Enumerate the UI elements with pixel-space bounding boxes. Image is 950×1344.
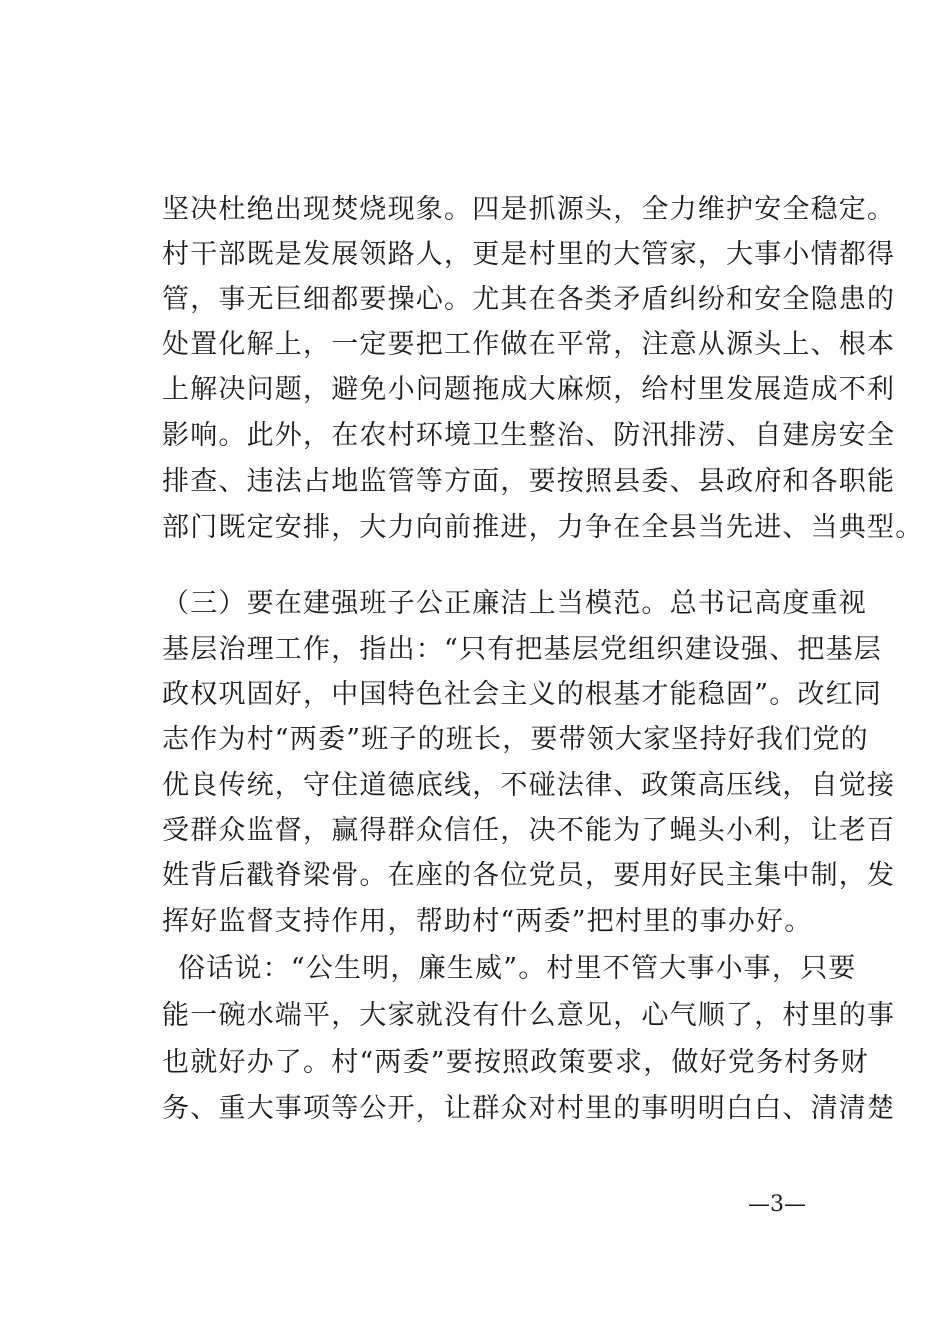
- page-number: —3—: [748, 1192, 806, 1217]
- text-line: 村干部既是发展领路人，更是村里的大管家，大事小情都得: [162, 239, 896, 270]
- text-line: 受群众监督，赢得群众信任，决不能为了蝇头小利，让老百: [162, 815, 896, 846]
- text-line: 能一碗水端平，大家就没有什么意见，心气顺了，村里的事: [162, 1000, 896, 1031]
- text-line: 姓背后戳脊梁骨。在座的各位党员，要用好民主集中制，发: [162, 860, 896, 891]
- text-line: 部门既定安排，大力向前推进，力争在全县当先进、当典型。: [162, 512, 924, 543]
- text-line: 处置化解上，一定要把工作做在平常，注意从源头上、根本: [162, 329, 896, 360]
- text-line: 管，事无巨细都要操心。尤其在各类矛盾纠纷和安全隐患的: [162, 284, 896, 315]
- text-line: 优良传统，守住道德底线，不碰法律、政策高压线，自觉接: [162, 770, 896, 801]
- text-line: 上解决问题，避免小问题拖成大麻烦，给村里发展造成不利: [162, 374, 896, 405]
- text-line: 政权巩固好，中国特色社会主义的根基才能稳固”。改红同: [162, 679, 883, 710]
- text-line: 也就好办了。村“两委”要按照政策要求，做好党务村务财: [162, 1047, 869, 1078]
- text-line: 挥好监督支持作用，帮助村“两委”把村里的事办好。: [162, 906, 813, 937]
- text-line: 排查、违法占地监管等方面，要按照县委、县政府和各职能: [162, 466, 896, 497]
- text-line: 坚决杜绝出现焚烧现象。四是抓源头，全力维护安全稳定。: [162, 194, 896, 225]
- text-line: 志作为村“两委”班子的班长，要带领大家坚持好我们党的: [162, 724, 869, 755]
- text-line: 俗话说：“公生明，廉生威”。村里不管大事小事，只要: [178, 953, 857, 984]
- text-line: 基层治理工作，指出：“只有把基层党组织建设强、把基层: [162, 634, 883, 665]
- text-line: 务、重大事项等公开，让群众对村里的事明明白白、清清楚: [162, 1093, 896, 1124]
- section-heading-line: （三）要在建强班子公正廉洁上当模范。总书记高度重视: [162, 588, 867, 619]
- text-line: 影响。此外，在农村环境卫生整治、防汛排涝、自建房安全: [162, 420, 896, 451]
